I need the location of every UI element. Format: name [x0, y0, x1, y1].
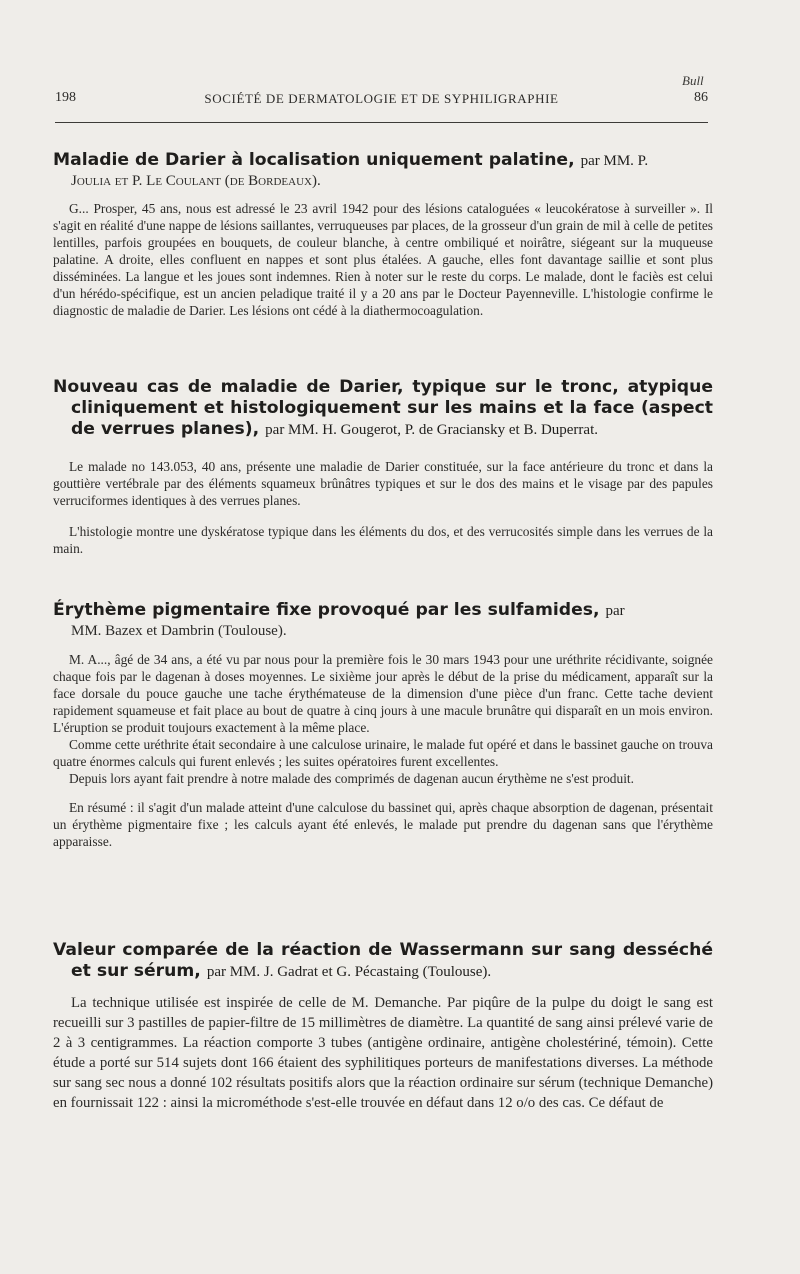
article-title — [53, 600, 713, 622]
folio-note: Bull — [682, 73, 704, 88]
paragraph: En résumé : il s'agit d'un malade atteint d'une calculose du bassinet qui, après chaque absorption de dagenan, présentait un érythème pigmentaire fixe ; les calculs ayant été enlevés, le malade put prendre du dagenan sans que l'érythème apparaisse. — [53, 800, 713, 849]
article-authors: MM. Bazex et Dambrin (Toulouse). — [71, 623, 287, 639]
article-darier-atypique — [53, 377, 713, 557]
page-number: 198 — [55, 90, 76, 105]
article-byline: par MM. H. Gougerot, P. de Graciansky et B. Duperrat. — [265, 422, 598, 438]
paragraph: M. A..., âgé de 34 ans, a été vu par nous pour la première fois le 30 mars 1943 pour une uréthrite récidivante, soignée chaque fois par le dagenan à doses moyennes. Le sixième jour après le début de la prise du médicament, apparaît sur la face dorsale du pouce gauche une tache érythémateuse de la dimension d'une pièce d'un franc. Cette tache devient rapidement squameuse et fait place au bout de quatre à cinq jours à une macule brunâtre qui disparaît en un mois environ. L'éruption se produit toujours exactement à la même place. — [53, 652, 713, 735]
article-title — [53, 940, 713, 983]
article-body — [53, 200, 713, 319]
article-byline: par — [605, 603, 625, 619]
paragraph: Le malade no 143.053, 40 ans, présente une maladie de Darier constituée, sur la face antérieure du tronc et dans la gouttière vertébrale par des éléments squameux brûnâtres typiques et sur le dos des mains et le visage par des papules verruciformes identiques à des verrues planes. — [53, 459, 713, 508]
article-body — [53, 651, 713, 850]
article-authors: Joulia et P. Le Coulant (de Bordeaux). — [71, 173, 321, 189]
article-title-text: Valeur comparée de la réaction de Wassermann sur sang desséché et sur sérum, — [53, 940, 713, 981]
article-body — [53, 993, 713, 1113]
running-title: SOCIÉTÉ DE DERMATOLOGIE ET DE SYPHILIGRAPHIE — [204, 91, 559, 106]
folio-number: 86 — [694, 90, 708, 105]
article-wassermann — [53, 940, 713, 1113]
header-rule — [55, 122, 708, 123]
running-header — [55, 90, 708, 110]
paragraph: La technique utilisée est inspirée de celle de M. Demanche. Par piqûre de la pulpe du doigt le sang est recueilli sur 3 pastilles de papier-filtre de 15 millimètres de diamètre. La quantité de sang ainsi prélevé varie de 2 à 3 centigrammes. La réaction comporte 3 tubes (antigène ordinaire, antigène cholestériné, témoin). Cette étude a porté sur 514 sujets dont 166 étaient des syphilitiques porteurs de manifestations diverses. La méthode sur sang sec nous a donné 102 résultats positifs alors que la réaction ordinaire sur sérum (technique Demanche) en fournissait 122 : ainsi la microméthode s'est-elle trouvée en défaut dans 12 o/o des cas. Ce défaut de — [53, 995, 713, 1111]
paragraph: Comme cette uréthrite était secondaire à une calculose urinaire, le malade fut opéré et dans le bassinet gauche on trouva quatre énormes calculs qui furent enlevés ; les suites opératoires furent excellentes. — [53, 737, 713, 769]
article-erytheme-sulfamides — [53, 600, 713, 850]
article-darier-palatine — [53, 150, 713, 319]
article-byline: par MM. P. — [580, 153, 649, 169]
paragraph: L'histologie montre une dyskératose typique dans les éléments du dos, et des verrucosités simple dans les verrues de la main. — [53, 524, 713, 556]
article-title-text: Érythème pigmentaire fixe provoqué par les sulfamides, — [53, 600, 600, 620]
article-body — [53, 458, 713, 557]
paragraph: G... Prosper, 45 ans, nous est adressé le 23 avril 1942 pour des lésions cataloguées « leucokératose à surveiller ». Il s'agit en réalité d'une nappe de lésions saillantes, verruqueuses par places, de la grosseur d'un grain de mil à celle de petites lentilles, parfois groupées en bouquets, de couleur blanche, à centre ombiliqué et noirâtre, siégeant sur la muqueuse palatine. A droite, elles confluent en nappes et sont plus étalées. A gauche, elles font davantage saillie et sont plus disséminées. La langue et les joues sont indemnes. Rien à noter sur le reste du corps. Le malade, dont le faciès est celui d'un hérédo-spécifique, est un ancien peladique traité il y a 20 ans par le Docteur Payenneville. L'histologie confirme le diagnostic de maladie de Darier. Les lésions ont cédé à la diathermocoagulation. — [53, 201, 713, 318]
article-title-text: Maladie de Darier à localisation uniquement palatine, — [53, 150, 575, 170]
article-title-text: Nouveau cas de maladie de Darier, typique sur le tronc, atypique cliniquement et histologiquement sur les mains et la face (aspect de verrues planes), — [53, 377, 713, 439]
article-title — [53, 377, 713, 441]
paragraph: Depuis lors ayant fait prendre à notre malade des comprimés de dagenan aucun érythème ne s'est produit. — [69, 771, 634, 786]
article-title — [53, 150, 713, 172]
article-byline: par MM. J. Gadrat et G. Pécastaing (Toulouse). — [206, 964, 492, 980]
